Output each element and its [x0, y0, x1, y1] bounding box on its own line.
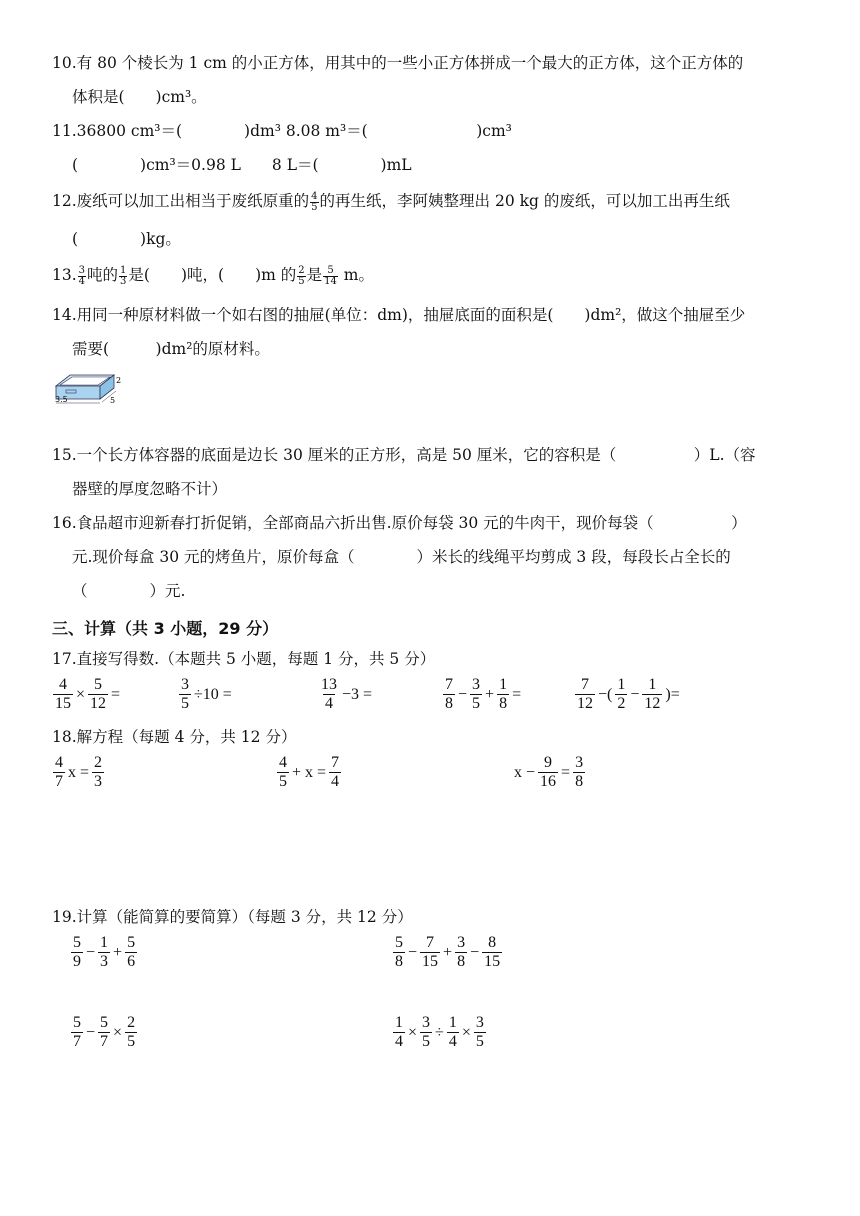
q19-expr-2: $\frac{5}{8}$ − $\frac{7}{15}$ + $\frac{3}{8}$ − $\frac{8}{15}$	[395, 934, 501, 970]
q12-text-a: 12.废纸可以加工出相当于废纸原重的	[52, 192, 310, 210]
q15-line1: 15.一个长方体容器的底面是边长 30 厘米的正方形，高是 50 厘米，它的容积是（ ）L.（容	[52, 446, 756, 464]
drawer-width-label: 5	[110, 396, 116, 405]
q11-line1: 11.36800 cm³＝( )dm³ 8.08 m³＝( )cm³	[52, 122, 512, 140]
q18-equation-2: $\frac{4}{5}$ + x = $\frac{7}{4}$	[279, 754, 340, 790]
q14-line2: 需要( )dm²的原材料。	[72, 340, 270, 358]
q18-title: 18.解方程（每题 4 分，共 12 分）	[52, 728, 297, 746]
q13-line: 13. $\frac{3}{4}$ 吨的 $\frac{1}{3}$ 是( )吨，( )m 的 $\frac{2}{5}$ 是 $\frac{5}{14}$ m。	[52, 264, 374, 287]
q19-expr-3: $\frac{5}{7}$ − $\frac{5}{7}$ × $\frac{2}{5}$	[73, 1014, 136, 1050]
q17-expr-4: $\frac{7}{8}$ − $\frac{3}{5}$ + $\frac{1}{8}$ =	[445, 676, 522, 712]
q19-expr-1: $\frac{5}{9}$ − $\frac{1}{3}$ + $\frac{5}{6}$	[73, 934, 136, 970]
q12-line2: ( )kg。	[72, 230, 181, 248]
q17-expr-5: $\frac{7}{12}$ −( $\frac{1}{2}$ − $\frac{1}{12}$ )=	[577, 676, 680, 712]
q12-line1	[52, 190, 730, 213]
q18-equation-3: x − $\frac{9}{16}$ = $\frac{3}{8}$	[514, 754, 584, 790]
q17-expr-1: $\frac{4}{15}$ × $\frac{5}{12}$ =	[55, 676, 121, 712]
q12-fraction: $\frac{4}{5}$	[311, 190, 318, 213]
drawer-height-label: 2	[116, 376, 122, 385]
q15-line2: 器壁的厚度忽略不计）	[72, 480, 228, 498]
q10-line2: 体积是( )cm³。	[72, 88, 207, 106]
q10-line1: 10.有 80 个棱长为 1 cm 的小正方体，用其中的一些小正方体拼成一个最大的正方体，这个正方体的	[52, 54, 744, 72]
q19-title: 19.计算（能简算的要简算）（每题 3 分，共 12 分）	[52, 908, 413, 926]
q16-line2: 元.现价每盒 30 元的烤鱼片，原价每盒（ ）米长的线绳平均剪成 3 段，每段长占全长的	[72, 548, 731, 566]
q12-text-b: 的再生纸，李阿姨整理出 20 kg 的废纸，可以加工出再生纸	[319, 192, 730, 210]
q17-expr-2: $\frac{3}{5}$ ÷10 =	[181, 676, 232, 712]
q17-expr-3: $\frac{13}{4}$ −3 =	[321, 676, 373, 712]
q19-expr-4: $\frac{1}{4}$ × $\frac{3}{5}$ ÷ $\frac{1}{4}$ × $\frac{3}{5}$	[395, 1014, 484, 1050]
drawer-length-label: 3.5	[55, 395, 68, 404]
q14-line1: 14.用同一种原材料做一个如右图的抽屉(单位：dm)，抽屉底面的面积是( )dm²，做这个抽屉至少	[52, 306, 746, 324]
q18-equation-1: $\frac{4}{7}$ x = $\frac{2}{3}$	[55, 754, 103, 790]
section-3-heading: 三、计算（共 3 小题，29 分）	[52, 619, 279, 638]
q11-line2: ( )cm³＝0.98 L 8 L＝( )mL	[72, 156, 412, 174]
q16-line1: 16.食品超市迎新春打折促销，全部商品六折出售.原价每袋 30 元的牛肉干，现价每袋（ ）	[52, 514, 747, 532]
q17-title: 17.直接写得数.（本题共 5 小题，每题 1 分，共 5 分）	[52, 650, 436, 668]
q16-line3: （ ）元.	[72, 582, 186, 600]
